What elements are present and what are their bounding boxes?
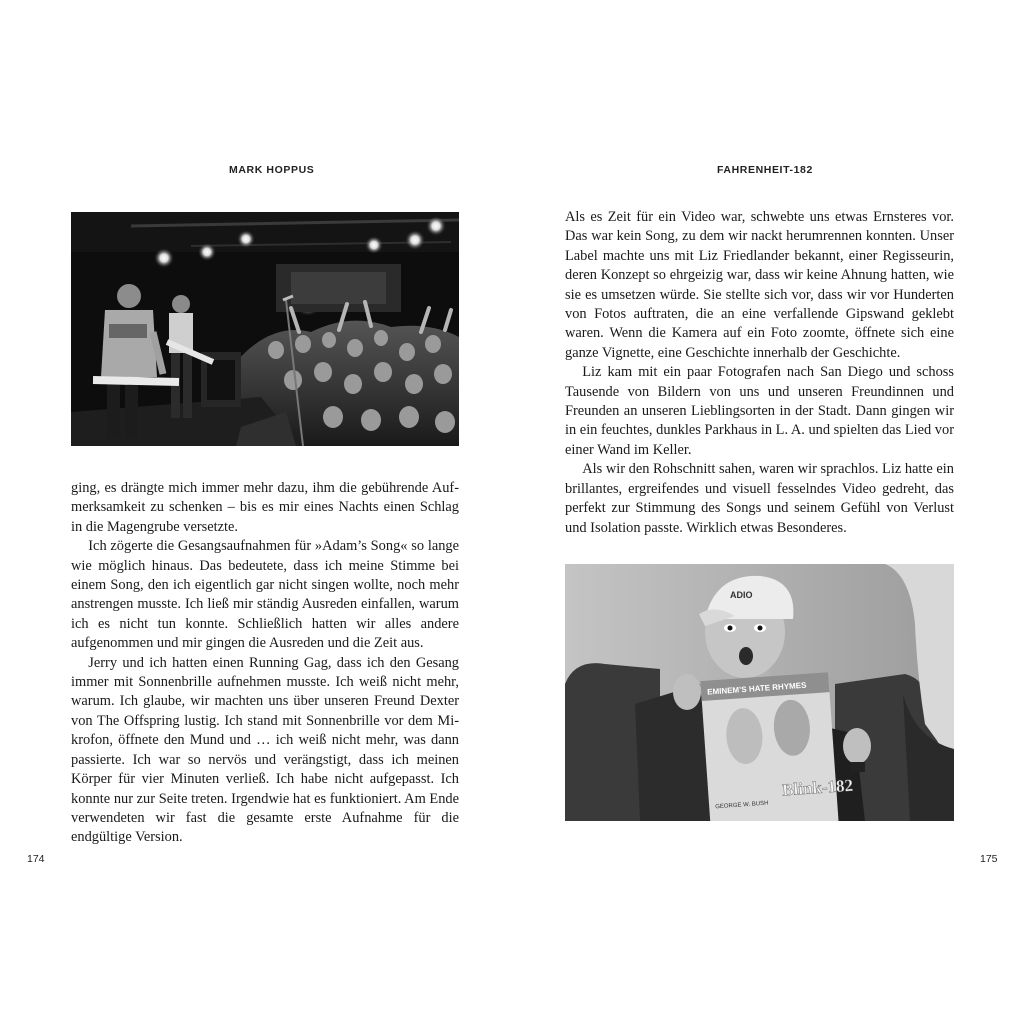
magazine-band-name: Blink-182 bbox=[781, 775, 854, 800]
page-number-left: 174 bbox=[27, 853, 45, 865]
running-head-right: FAHRENHEIT-182 bbox=[717, 164, 813, 176]
paragraph: ging, es drängte mich immer mehr dazu, ihm die gebührende Aufmerksamkeit zu schenken – bis es mir eines Nachts einen Schlag in die Magengrube versetzte. bbox=[71, 480, 459, 535]
paragraph: Als wir den Rohschnitt sahen, waren wir sprachlos. Liz hatte ein brillantes, ergreifendes und visuell fesselndes Video gedreht, das perfekt zur Stimmung des Songs und seinem Gefühl von Verlust und Isolation passte. Wirklich etwas Besonderes. bbox=[565, 461, 954, 536]
page-number-right: 175 bbox=[980, 853, 998, 865]
paragraph: Liz kam mit ein paar Fotografen nach San Diego und schoss Tausende von Bildern von uns und unseren Freundinnen und Freunden an unseren Lieblingsorten in der Stadt. Dann gingen wir in ein feuchtes, dunkles Parkhaus in L. A. und spielten das Lied vor einer Wand im Keller. bbox=[565, 364, 954, 458]
magazine-headline: EMINEM’S HATE RHYMES bbox=[706, 680, 807, 697]
right-page bbox=[512, 0, 1024, 1024]
cap-logo-text: ADIO bbox=[730, 590, 753, 600]
magazine-photo bbox=[565, 564, 954, 821]
running-head-left: MARK HOPPUS bbox=[229, 164, 315, 176]
body-text-left bbox=[71, 479, 459, 848]
paragraph: Ich zögerte die Gesangsaufnahmen für »Adam’s Song« so lange wie möglich hinaus. Das bedeutete, dass ich meine Stimme bei einem Song, den ich eigentlich gar nicht singen wollte, noch mehr anstrengen musste. Ich ließ mir ständig Ausreden einfallen, warum ich es nicht tun konnte. Schließlich hatten wir alles andere aufgenommen und mir gingen die Ausreden und die Zeit aus. bbox=[71, 538, 459, 652]
paragraph: Als es Zeit für ein Video war, schwebte uns etwas Ernsteres vor. Das war kein Song, zu dem wir nackt herumrennen konnten. Unser Label machte uns mit Liz Friedlander bekannt, einer Regisseurin, deren Konzept so ehrgeizig war, dass wir keine Ahnung hatten, wie sie es umsetzen würde. Sie stellte sich vor, dass wir vor Hunderten von Fotos auftraten, die an eine verfallende Gipswand geklebt waren. Wenn die Kamera auf ein Foto zoomte, öffnete sich eine ganze Vignette, eine Geschichte innerhalb der Geschichte. bbox=[565, 209, 954, 361]
body-text-right bbox=[565, 208, 954, 538]
paragraph: Jerry und ich hatten einen Running Gag, dass ich den Gesang immer mit Sonnenbrille aufnehmen musste. Ich weiß nicht mehr, warum. Ich glaube, wir machten uns über unseren Freund Dexter von The Offspring lustig. Ich stand mit Sonnenbrille vor dem Mikrofon, öffnete den Mund und … ich weiß nicht mehr, was dann passierte. Ich war so nervös und verängstigt, dass ich meinen Körper für vier Minuten verließ. Ich habe nicht aufgepasst. Ich konnte nur zur Seite treten. Irgendwie hat es funktioniert. Am Ende verwendeten wir fast die gesamte erste Aufnahme für die endgültige Version. bbox=[71, 654, 459, 846]
magazine-side-text: GEORGE W. BUSH bbox=[715, 800, 769, 811]
concert-photo bbox=[71, 212, 459, 446]
